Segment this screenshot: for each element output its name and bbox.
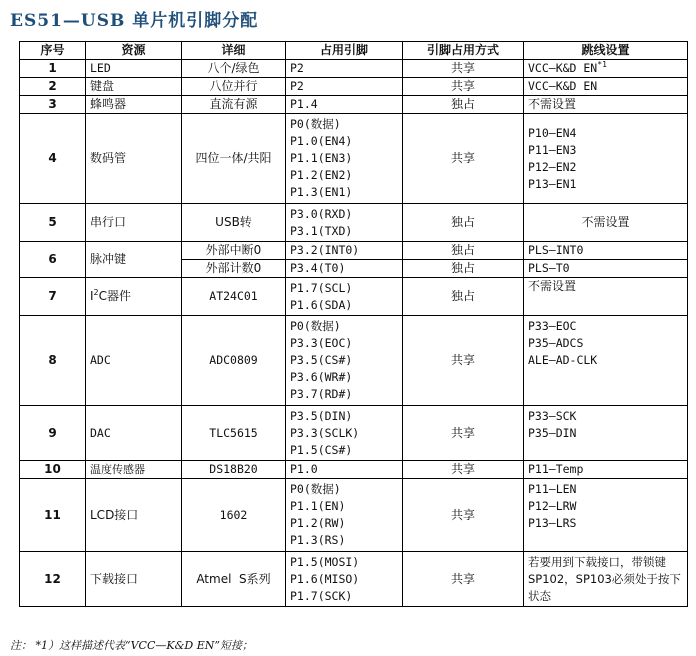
i2c-prefix: I: [90, 289, 94, 303]
jumper-line: P33—SCK: [528, 409, 577, 423]
cell-no: 2: [20, 78, 86, 96]
footnote-mark: *1: [597, 60, 607, 70]
table-row: [20, 316, 688, 406]
cell-jumper: [524, 479, 688, 552]
pin-line: P1.3(EN1): [290, 185, 353, 199]
cell-detail: 外部中断0: [182, 242, 286, 260]
cell-pins: [286, 479, 403, 552]
pin-line: P1.1(EN3): [290, 151, 353, 165]
cell-resource: [86, 278, 182, 316]
pin-line: P3.0(RXD): [290, 206, 353, 221]
cell-jumper: [524, 406, 688, 461]
pin-line: P1.5(CS#): [290, 442, 353, 457]
header-no: 序号: [20, 42, 86, 60]
cell-resource: 键盘: [86, 78, 182, 96]
cell-resource: 蜂鸣器: [86, 96, 182, 114]
cell-resource: 数码管: [86, 114, 182, 204]
cell-no: 3: [20, 96, 86, 114]
pin-line: P3.3(EOC): [290, 336, 353, 350]
cell-mode: 共享: [403, 479, 524, 552]
i2c-suffix: C器件: [98, 289, 132, 303]
table-row: [20, 204, 688, 242]
header-jumper: 跳线设置: [524, 42, 688, 60]
table-row: [20, 552, 688, 607]
pin-line: P3.5(DIN): [290, 408, 353, 423]
pin-line: P1.2(RW): [290, 516, 346, 530]
header-row: [20, 42, 688, 60]
pin-line: P0(数据): [290, 482, 341, 496]
cell-mode: 独占: [403, 242, 524, 260]
cell-resource: DAC: [86, 406, 182, 461]
cell-pins: [286, 316, 403, 406]
cell-detail: DS18B20: [182, 461, 286, 479]
header-resource: 资源: [86, 42, 182, 60]
cell-detail: 外部计数0: [182, 260, 286, 278]
pin-line: P1.3(RS): [290, 533, 346, 547]
cell-resource: 温度传感器: [86, 461, 182, 479]
cell-detail: 八个/绿色: [182, 60, 286, 78]
table-row: [20, 479, 688, 552]
cell-no: 12: [20, 552, 86, 607]
cell-detail: 1602: [182, 479, 286, 552]
jumper-line: P13—EN1: [528, 176, 577, 191]
jumper-line: P35—ADCS: [528, 336, 584, 350]
cell-pins: [286, 114, 403, 204]
jumper-text: VCC—K&D EN: [528, 61, 598, 75]
cell-jumper: 不需设置: [524, 204, 688, 242]
jumper-line: P10—EN4: [528, 125, 577, 140]
cell-jumper: 不需设置: [524, 278, 688, 316]
cell-jumper: PLS—T0: [524, 260, 688, 278]
cell-pins: P2: [286, 78, 403, 96]
pin-line: P3.3(SCLK): [290, 425, 360, 440]
pin-line: P3.6(WR#): [290, 370, 353, 384]
pin-line: P1.5(MOSI): [290, 554, 360, 569]
cell-detail: AT24C01: [182, 278, 286, 316]
table-row: [20, 278, 688, 316]
table-row: [20, 114, 688, 204]
cell-mode: 共享: [403, 60, 524, 78]
footnote: 注： *1）这样描述代表“VCC—K&D EN”短接；: [10, 639, 253, 652]
cell-pins: P1.0: [286, 461, 403, 479]
cell-jumper: VCC—K&D EN: [524, 78, 688, 96]
cell-no: 11: [20, 479, 86, 552]
pin-line: P1.7(SCK): [290, 588, 353, 603]
cell-resource: LCD接口: [86, 479, 182, 552]
cell-no: 8: [20, 316, 86, 406]
table-row: [20, 78, 688, 96]
jumper-line: P11—EN3: [528, 142, 577, 157]
jumper-line: P33—EOC: [528, 319, 577, 333]
cell-no: 9: [20, 406, 86, 461]
cell-jumper: P11—Temp: [524, 461, 688, 479]
cell-pins: P3.4(T0): [286, 260, 403, 278]
cell-detail: ADC0809: [182, 316, 286, 406]
cell-mode: 独占: [403, 96, 524, 114]
pin-line: P3.1(TXD): [290, 223, 353, 238]
cell-resource: 串行口: [86, 204, 182, 242]
cell-detail: TLC5615: [182, 406, 286, 461]
cell-pins: [286, 278, 403, 316]
table-row: [20, 96, 688, 114]
cell-no: 6: [20, 242, 86, 278]
pin-line: P0(数据): [290, 117, 341, 131]
cell-no: 7: [20, 278, 86, 316]
cell-jumper: PLS—INT0: [524, 242, 688, 260]
jumper-line: P12—EN2: [528, 159, 577, 174]
table-row: [20, 242, 688, 260]
cell-mode: 独占: [403, 278, 524, 316]
cell-mode: 共享: [403, 316, 524, 406]
cell-mode: 共享: [403, 406, 524, 461]
pin-line: P0(数据): [290, 319, 341, 333]
pin-line: P3.5(CS#): [290, 353, 353, 367]
cell-mode: 共享: [403, 552, 524, 607]
cell-pins: [286, 204, 403, 242]
jumper-line: P11—LEN: [528, 482, 577, 496]
cell-detail: Atmel S系列: [182, 552, 286, 607]
cell-resource: ADC: [86, 316, 182, 406]
cell-jumper: [524, 114, 688, 204]
cell-resource: LED: [86, 60, 182, 78]
cell-resource: 下载接口: [86, 552, 182, 607]
cell-mode: 共享: [403, 78, 524, 96]
cell-mode: 共享: [403, 114, 524, 204]
cell-jumper: 不需设置: [524, 96, 688, 114]
cell-no: 1: [20, 60, 86, 78]
cell-mode: 独占: [403, 260, 524, 278]
jumper-line: P35—DIN: [528, 426, 577, 440]
cell-detail: USB转: [182, 204, 286, 242]
pin-line: P1.1(EN): [290, 499, 346, 513]
cell-pins: [286, 406, 403, 461]
cell-no: 4: [20, 114, 86, 204]
jumper-line: P13—LRS: [528, 516, 577, 530]
table-row: [20, 461, 688, 479]
cell-pins: P2: [286, 60, 403, 78]
page-title: ES51—USB 单片机引脚分配: [10, 11, 259, 31]
table-row: [20, 60, 688, 78]
header-mode: 引脚占用方式: [403, 42, 524, 60]
cell-jumper: 若要用到下载接口，带锁键SP102，SP103必须处于按下状态: [524, 552, 688, 607]
pin-line: P1.0(EN4): [290, 134, 353, 148]
cell-no: 5: [20, 204, 86, 242]
cell-detail: 直流有源: [182, 96, 286, 114]
pin-line: P1.2(EN2): [290, 168, 353, 182]
cell-detail: 四位一体/共阳: [182, 114, 286, 204]
pin-line: P1.6(MISO): [290, 571, 360, 586]
cell-jumper: [524, 60, 688, 78]
jumper-line: P12—LRW: [528, 499, 577, 513]
pin-allocation-table: [19, 41, 688, 607]
cell-detail: 八位并行: [182, 78, 286, 96]
cell-pins: P3.2(INT0): [286, 242, 403, 260]
jumper-line: ALE—AD-CLK: [528, 353, 598, 367]
cell-pins: P1.4: [286, 96, 403, 114]
i2c-superscript: 2: [93, 288, 99, 297]
header-detail: 详细: [182, 42, 286, 60]
cell-jumper: [524, 316, 688, 406]
header-pins: 占用引脚: [286, 42, 403, 60]
cell-resource: 脉冲键: [86, 242, 182, 278]
cell-mode: 共享: [403, 461, 524, 479]
cell-no: 10: [20, 461, 86, 479]
pin-line: P1.7(SCL): [290, 280, 353, 295]
cell-mode: 独占: [403, 204, 524, 242]
cell-pins: [286, 552, 403, 607]
pin-line: P3.7(RD#): [290, 387, 353, 401]
pin-line: P1.6(SDA): [290, 297, 353, 312]
table-row: [20, 406, 688, 461]
